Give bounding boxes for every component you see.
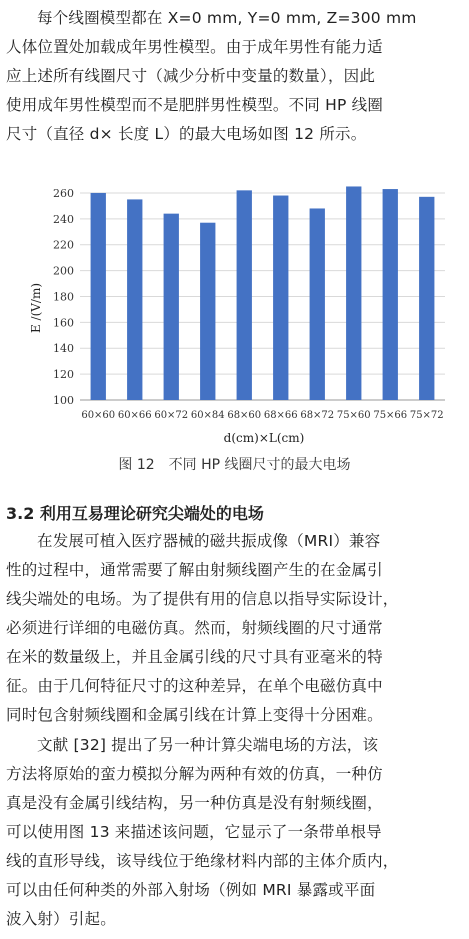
bar-75×60 (346, 186, 361, 400)
text-line: 人体位置处加载成年男性模型。由于成年男性有能力适 (6, 38, 383, 56)
figure-caption: 图 12 不同 HP 线圈尺寸的最大电场 (118, 457, 351, 473)
x-tick-label: 68×72 (300, 410, 335, 421)
bar-68×60 (237, 190, 252, 400)
y-tick-label: 200 (53, 264, 74, 278)
x-tick-label: 75×66 (373, 410, 408, 421)
text-line: 尺寸（直径 d× 长度 L）的最大电场如图 12 所示。 (6, 125, 367, 143)
x-tick-label: 68×60 (227, 410, 262, 421)
bar-60×84 (200, 223, 215, 400)
y-tick-label: 160 (53, 316, 74, 330)
bar-68×72 (310, 208, 325, 400)
text-line: 可以使用图 13 来描述该问题，它显示了一条带单根导 (6, 823, 382, 841)
text-line: 使用成年男性模型而不是肥胖男性模型。不同 HP 线圈 (6, 96, 384, 114)
text-line: 同时包含射频线圈和金属引线在计算上变得十分困难。 (6, 706, 383, 724)
text-line: 必须进行详细的电磁仿真。然而，射频线圈的尺寸通常 (6, 619, 383, 637)
x-tick-label: 75×72 (409, 410, 444, 421)
text-line: 应上述所有线圈尺寸（减少分析中变量的数量），因此 (6, 67, 376, 85)
x-tick-label: 68×66 (263, 410, 298, 421)
y-axis-label: E /(V/m) (29, 282, 43, 334)
bar-chart (0, 160, 469, 450)
y-tick-label: 100 (53, 394, 74, 407)
x-tick-label: 60×66 (117, 410, 152, 421)
body-paragraph-2 (6, 731, 446, 934)
bar-75×66 (383, 189, 398, 400)
bar-68×66 (273, 196, 288, 400)
text-line: 征。由于几何特征尺寸的这种差异，在单个电磁仿真中 (6, 677, 383, 695)
text-line: 可以由任何种类的外部入射场（例如 MRI 暴露或平面 (6, 881, 376, 899)
y-tick-label: 180 (53, 290, 74, 304)
text-line: 波入射）引起。 (6, 910, 116, 928)
x-axis-label: d(cm)×L(cm) (223, 431, 305, 445)
x-tick-label: 60×60 (81, 410, 116, 421)
bar-60×60 (91, 193, 106, 400)
text-line: 线的直形导线，该导线位于绝缘材料内部的主体介质内， (6, 852, 399, 870)
y-tick-label: 220 (53, 238, 74, 252)
text-line: 在米的数量级上，并且金属引线的尺寸具有亚毫米的特 (6, 648, 383, 666)
x-tick-label: 75×60 (336, 410, 371, 421)
text-line: 文献 [32] 提出了另一种计算尖端电场的方法，该 (37, 736, 379, 754)
intro-paragraph (6, 4, 446, 149)
y-tick-label: 140 (53, 342, 74, 356)
bar-75×72 (419, 197, 434, 400)
text-line: 在发展可植入医疗器械的磁共振成像（MRI）兼容 (37, 532, 381, 550)
text-line: 线尖端处的电场。为了提供有用的信息以指导实际设计， (6, 590, 399, 608)
text-line: 方法将原始的蛮力模拟分解为两种有效的仿真，一种仿 (6, 765, 383, 783)
body-paragraph-1 (6, 527, 446, 730)
section-heading: 3.2 利用互易理论研究尖端处的电场 (6, 504, 264, 523)
text-line: 每个线圈模型都在 X=0 mm, Y=0 mm, Z=300 mm (37, 9, 417, 27)
x-tick-label: 60×84 (190, 410, 225, 421)
y-tick-label: 260 (53, 186, 74, 200)
y-tick-label: 240 (53, 212, 74, 226)
y-tick-label: 120 (53, 368, 74, 382)
x-tick-label: 60×72 (154, 410, 189, 421)
bar-60×72 (164, 214, 179, 400)
bar-60×66 (127, 199, 142, 400)
text-line: 真是没有金属引线结构，另一种仿真是没有射频线圈， (6, 794, 383, 812)
text-line: 性的过程中，通常需要了解由射频线圈产生的在金属引 (6, 561, 383, 579)
